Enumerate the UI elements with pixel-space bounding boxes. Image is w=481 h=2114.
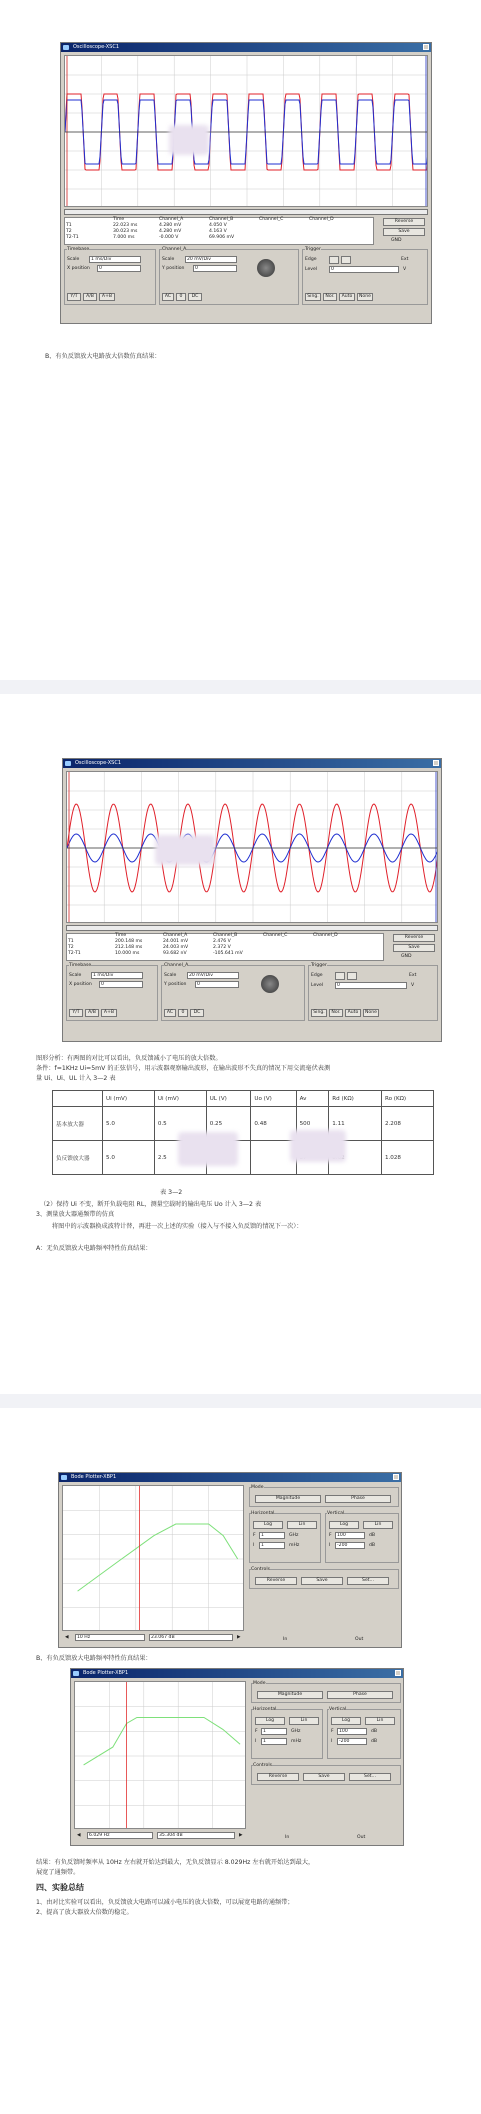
caption-b-bode: B、有负反馈放大电路频率特性仿真结果： <box>36 1655 152 1662</box>
edge-rise-button[interactable] <box>335 972 345 980</box>
set-button[interactable]: Set... <box>347 1577 389 1585</box>
scale-label: Scale <box>67 257 80 262</box>
scale-label: Scale <box>69 973 82 978</box>
channel-scale-field[interactable]: 20 mV/Div <box>187 972 239 979</box>
mode-yt-button[interactable]: Y/T <box>67 293 81 301</box>
table-row <box>53 1141 434 1175</box>
mode-label: Mode <box>251 1485 264 1490</box>
table-cell: 0.25 <box>206 1107 251 1141</box>
vertical-label: Vertical <box>329 1707 347 1712</box>
bode-title: Bode Plotter-XBP1 <box>71 1474 117 1480</box>
table-cell: 2.208 <box>381 1107 433 1141</box>
h-final-field[interactable]: 1 <box>261 1728 287 1735</box>
mode-label: Mode <box>253 1681 266 1686</box>
level-field[interactable]: 0 <box>335 982 407 989</box>
table-header-cell <box>53 1091 103 1107</box>
col-channel-d: Channel_D <box>313 933 338 938</box>
table-cell: 500 <box>296 1107 329 1141</box>
row-b: 2.476 V <box>213 939 231 944</box>
page-1 <box>0 0 481 680</box>
page-3 <box>0 1408 481 2114</box>
frequency-readout: 10 Hz <box>75 1634 145 1641</box>
v-lin-button[interactable]: Lin <box>365 1717 395 1725</box>
oscilloscope-graph <box>67 772 438 923</box>
gain-readout: 23.067 dB <box>149 1634 233 1641</box>
scroll-bar[interactable] <box>66 925 438 931</box>
v-final-unit: dB <box>369 1533 376 1538</box>
table-cell: 0.48 <box>251 1107 296 1141</box>
bode-plotter-window-1 <box>58 1472 402 1648</box>
h-final-unit: GHz <box>289 1533 299 1538</box>
scroll-bar[interactable] <box>64 209 428 215</box>
v-lin-button[interactable]: Lin <box>363 1521 393 1529</box>
trigger-none-button[interactable]: None <box>359 294 371 299</box>
xpos-field[interactable]: 0 <box>97 265 141 272</box>
controls-label: Controls <box>253 1763 272 1768</box>
save-button[interactable]: Save <box>301 1577 343 1585</box>
h-initial-unit: mHz <box>291 1739 302 1744</box>
oscilloscope-titlebar <box>63 759 441 768</box>
mode-aplusb-button[interactable]: A+B <box>101 1009 117 1017</box>
v-log-button[interactable]: Log <box>329 1521 359 1529</box>
edge-fall-button[interactable] <box>347 972 357 980</box>
arrow-right-icon[interactable]: ▶ <box>237 1635 241 1640</box>
v-initial-unit: dB <box>371 1739 378 1744</box>
reverse-button[interactable]: Reverse <box>257 1773 299 1781</box>
f-label: F <box>255 1729 258 1734</box>
col-channel-c: Channel_C <box>259 217 284 222</box>
h-lin-button[interactable]: Lin <box>287 1521 317 1529</box>
edge-label: Edge <box>305 257 317 262</box>
redaction-blur <box>169 125 209 155</box>
row-a: -0.000 V <box>159 235 179 240</box>
mode-yt-button[interactable]: Y/T <box>69 1009 83 1017</box>
page-2 <box>0 694 481 1394</box>
arrow-right-icon[interactable]: ▶ <box>239 1833 243 1838</box>
app-icon <box>61 1475 67 1480</box>
edge-label: Edge <box>311 973 323 978</box>
redaction-blur <box>290 1130 346 1162</box>
row-label: T2-T1 <box>66 235 79 240</box>
close-icon[interactable] <box>433 760 439 766</box>
h-log-button[interactable]: Log <box>253 1521 283 1529</box>
mode-ab-button[interactable]: A/B <box>83 293 97 301</box>
channel-label: Channel_A <box>164 963 189 968</box>
table-header-cell: Ro (KΩ) <box>381 1091 433 1107</box>
timebase-scale-field[interactable]: 1 ms/Div <box>89 256 141 263</box>
xpos-field[interactable]: 0 <box>99 981 143 988</box>
bode-screen <box>62 1485 244 1631</box>
row-time: 22.023 ms <box>113 223 138 228</box>
xpos-label: X position <box>69 982 92 987</box>
controls-label: Controls <box>251 1567 270 1572</box>
section-title: 四、实验总结 <box>36 1883 84 1892</box>
bode-screen <box>74 1681 246 1829</box>
oscilloscope-titlebar <box>61 43 431 52</box>
trigger-normal-button[interactable]: Nor. <box>329 1009 343 1017</box>
redaction-blur <box>178 1132 238 1166</box>
table-cell: 0.5 <box>154 1107 206 1141</box>
level-field[interactable]: 0 <box>329 266 399 273</box>
table-header-cell: UL (V) <box>206 1091 251 1107</box>
row-label: T2 <box>66 229 72 234</box>
magnitude-curve <box>78 1524 238 1591</box>
timebase-scale-field[interactable]: 1 ms/Div <box>91 972 143 979</box>
conclusion-line-1: 结果：有负反馈时频率从 10Hz 左右就开始达到最大，无负反馈显示 8.029Hz 左右就开始达到最大， <box>36 1859 315 1866</box>
coupling-dc-button[interactable]: DC <box>190 1009 204 1017</box>
close-icon[interactable] <box>395 1670 401 1676</box>
bode-graph <box>63 1486 244 1631</box>
table-row-label: 基本放大器 <box>53 1107 103 1141</box>
oscilloscope-title: Oscilloscope-XSC1 <box>73 44 120 50</box>
in-terminal-label: In <box>285 1835 290 1840</box>
phase-button[interactable]: Phase <box>325 1495 391 1503</box>
reverse-button[interactable]: Reverse <box>255 1577 297 1585</box>
table-cell: 1.028 <box>381 1141 433 1175</box>
oscilloscope-title: Oscilloscope-XSC1 <box>75 760 122 766</box>
row-b: 4.050 V <box>209 223 227 228</box>
oscilloscope-window-1 <box>60 42 432 324</box>
row-label: T2 <box>68 945 74 950</box>
edge-rise-button[interactable] <box>329 256 339 264</box>
magnitude-curve <box>84 1718 241 1765</box>
xpos-label: X position <box>67 266 90 271</box>
table-row <box>53 1107 434 1141</box>
h-initial-field[interactable]: 1 <box>261 1738 287 1745</box>
col-channel-b: Channel_B <box>209 217 234 222</box>
edge-fall-button[interactable] <box>341 256 351 264</box>
trigger-none-button[interactable]: None <box>365 1010 377 1015</box>
redaction-blur <box>155 835 215 865</box>
h-final-unit: GHz <box>291 1729 301 1734</box>
coupling-zero-button[interactable]: 0 <box>178 1009 188 1017</box>
table-header-cell: Av <box>296 1091 329 1107</box>
table-row-label: 负反馈放大器 <box>53 1141 103 1175</box>
app-icon <box>65 761 71 766</box>
row-b: -105.641 mV <box>213 951 243 956</box>
level-label: Level <box>305 267 318 272</box>
analysis-line-3: 量 Ui、Ui、UL 计入 3—2 表 <box>36 1075 116 1082</box>
oscilloscope-graph <box>65 56 428 207</box>
table-cell: 5.0 <box>103 1141 155 1175</box>
f-label: F <box>329 1533 332 1538</box>
channel-scale-field[interactable]: 20 mV/Div <box>185 256 237 263</box>
analysis-line-1: 图形分析：有两图的对比可以看出，负反馈减小了电压的放大倍数。 <box>36 1055 222 1062</box>
row-time: 30.023 ms <box>113 229 138 234</box>
row-a: 4.280 mV <box>159 223 182 228</box>
coupling-ac-button[interactable]: AC <box>164 1009 176 1017</box>
summary-line-1: 1、由对比实验可以看出，负反馈放大电路可以减小电压的放大倍数，可以展宽电路的通频带； <box>36 1899 294 1906</box>
gnd-label: GND <box>401 954 412 959</box>
trigger-auto-button[interactable]: Auto <box>345 1009 361 1017</box>
level-unit: V <box>411 983 415 988</box>
horizontal-label: Horizontal <box>253 1707 277 1712</box>
reverse-button[interactable]: Reverse <box>383 218 425 226</box>
arrow-left-icon[interactable]: ◀ <box>77 1833 81 1838</box>
table-cell: 1.11 <box>329 1107 382 1141</box>
analysis-line-2: 条件：f=1KHz Ui=5mV 的正弦信号，用示波器观察输出波形，在输出波形不失真的情况下用交流毫伏表测 <box>36 1065 331 1072</box>
arrow-left-icon[interactable]: ◀ <box>65 1635 69 1640</box>
gain-readout: 35.304 dB <box>157 1832 235 1839</box>
h-log-button[interactable]: Log <box>255 1717 285 1725</box>
gnd-label: GND <box>391 238 402 243</box>
bode-titlebar <box>59 1473 401 1482</box>
save-button[interactable]: Save <box>303 1773 345 1781</box>
col-channel-c: Channel_C <box>263 933 288 938</box>
col-time: Time <box>113 217 125 222</box>
h-initial-unit: mHz <box>289 1543 300 1548</box>
col-time: Time <box>115 933 127 938</box>
row-a: 24.001 mV <box>163 939 189 944</box>
f-label: F <box>331 1729 334 1734</box>
timebase-label: Timebase <box>67 247 90 252</box>
table-cell: 2.5 <box>154 1141 206 1175</box>
table-header-cell: Rd (KΩ) <box>329 1091 382 1107</box>
v-log-button[interactable]: Log <box>331 1717 361 1725</box>
row-time: 7.000 ms <box>113 235 135 240</box>
ext-label: Ext <box>409 973 417 978</box>
v-final-field[interactable]: 100 <box>335 1532 365 1539</box>
row-time: 212.148 ms <box>115 945 143 950</box>
conclusion-line-2: 展宽了通频带。 <box>36 1869 80 1876</box>
close-icon[interactable] <box>393 1474 399 1480</box>
h-final-field[interactable]: 1 <box>259 1532 285 1539</box>
reverse-button[interactable]: Reverse <box>393 934 435 942</box>
table-header-row <box>53 1091 434 1107</box>
note-line-2: 3、测量放大器通频带的仿真 <box>36 1211 115 1218</box>
i-label: I <box>331 1739 333 1744</box>
trigger-normal-button[interactable]: Nor. <box>323 293 337 301</box>
save-button[interactable]: Save <box>393 944 435 952</box>
note-line-4: A：无负反馈放大电路频率特性仿真结果： <box>36 1245 152 1252</box>
note-line-1: （2）保持 Ui 不变，断开负载电阻 RL，测量空载时的输出电压 Uo 计入 3—2 表 <box>40 1201 262 1208</box>
row-label: T1 <box>68 939 74 944</box>
oscilloscope-screen <box>64 55 428 207</box>
vertical-label: Vertical <box>327 1511 345 1516</box>
save-button[interactable]: Save <box>383 228 425 236</box>
ypos-label: Y position <box>164 982 187 987</box>
row-label: T1 <box>66 223 72 228</box>
frequency-readout: 6.029 Hz <box>87 1832 153 1839</box>
level-unit: V <box>403 267 407 272</box>
channel-label: Channel_A <box>162 247 187 252</box>
row-time: 200.148 ms <box>115 939 143 944</box>
app-icon <box>73 1671 79 1676</box>
ypos-field[interactable]: 0 <box>193 265 237 272</box>
summary-line-2: 2、提高了放大器放大倍数的稳定。 <box>36 1909 133 1916</box>
ypos-field[interactable]: 0 <box>195 981 239 988</box>
channel-knob-icon[interactable] <box>261 975 279 993</box>
table-header-cell: Ui (mV) <box>103 1091 155 1107</box>
scale-label: Scale <box>162 257 175 262</box>
bode-plotter-window-2 <box>70 1668 404 1846</box>
col-channel-a: Channel_A <box>159 217 184 222</box>
table-cell: 5.0 <box>103 1107 155 1141</box>
horizontal-label: Horizontal <box>251 1511 275 1516</box>
out-terminal-label: Out <box>355 1637 364 1642</box>
bode-graph <box>75 1682 246 1829</box>
row-label: T2-T1 <box>68 951 81 956</box>
ext-label: Ext <box>401 257 409 262</box>
oscilloscope-screen <box>66 771 438 923</box>
trigger-single-button[interactable]: Sing. <box>311 1009 327 1017</box>
row-a: 24.003 mV <box>163 945 189 950</box>
magnitude-button[interactable]: Magnitude <box>257 1691 323 1699</box>
row-a: 4.280 mV <box>159 229 182 234</box>
mode-aplusb-button[interactable]: A+B <box>99 293 115 301</box>
coupling-zero-button[interactable]: 0 <box>176 293 186 301</box>
channel-knob-icon[interactable] <box>257 259 275 277</box>
h-lin-button[interactable]: Lin <box>289 1717 319 1725</box>
f-label: F <box>253 1533 256 1538</box>
i-label: I <box>329 1543 331 1548</box>
v-initial-unit: dB <box>369 1543 376 1548</box>
col-channel-d: Channel_D <box>309 217 334 222</box>
h-initial-field[interactable]: 1 <box>259 1542 285 1549</box>
timebase-label: Timebase <box>69 963 92 968</box>
row-b: 4.163 V <box>209 229 227 234</box>
row-b: 2.372 V <box>213 945 231 950</box>
row-time: 10.000 ms <box>115 951 140 956</box>
close-icon[interactable] <box>423 44 429 50</box>
app-icon <box>63 45 69 50</box>
v-initial-field[interactable]: -200 <box>337 1738 367 1745</box>
scale-label: Scale <box>164 973 177 978</box>
table-caption: 表 3—2 <box>160 1189 183 1196</box>
caption-b-oscilloscope: B、有负反馈放大电路放大倍数仿真结果： <box>45 353 161 360</box>
trigger-label: Trigger <box>305 247 321 252</box>
note-line-3: 将图中的示波器换成波特计替，再进一次上述的实验（接入与不接入负反馈的情况下一次）： <box>52 1223 303 1230</box>
coupling-dc-button[interactable]: DC <box>188 293 202 301</box>
v-final-field[interactable]: 100 <box>337 1728 367 1735</box>
i-label: I <box>253 1543 255 1548</box>
out-terminal-label: Out <box>357 1835 366 1840</box>
trigger-label: Trigger <box>311 963 327 968</box>
mode-ab-button[interactable]: A/B <box>85 1009 99 1017</box>
ypos-label: Y position <box>162 266 185 271</box>
set-button[interactable]: Set... <box>349 1773 391 1781</box>
v-initial-field[interactable]: -200 <box>335 1542 365 1549</box>
i-label: I <box>255 1739 257 1744</box>
page-gap <box>0 680 481 694</box>
page-gap <box>0 1394 481 1408</box>
trigger-single-button[interactable]: Sing. <box>305 293 321 301</box>
bode-titlebar <box>71 1669 403 1678</box>
col-channel-b: Channel_B <box>213 933 238 938</box>
level-label: Level <box>311 983 324 988</box>
v-final-unit: dB <box>371 1729 378 1734</box>
in-terminal-label: In <box>283 1637 288 1642</box>
trigger-auto-button[interactable]: Auto <box>339 293 355 301</box>
col-channel-a: Channel_A <box>163 933 188 938</box>
bode-title: Bode Plotter-XBP1 <box>83 1670 129 1676</box>
row-a: 93.682 nV <box>163 951 187 956</box>
results-table <box>52 1090 434 1175</box>
table-header-cell: Uo (V) <box>251 1091 296 1107</box>
phase-button[interactable]: Phase <box>327 1691 393 1699</box>
row-b: 69.906 mV <box>209 235 235 240</box>
coupling-ac-button[interactable]: AC <box>162 293 174 301</box>
oscilloscope-window-2 <box>62 758 442 1042</box>
table-header-cell: Ui (mV) <box>154 1091 206 1107</box>
magnitude-button[interactable]: Magnitude <box>255 1495 321 1503</box>
